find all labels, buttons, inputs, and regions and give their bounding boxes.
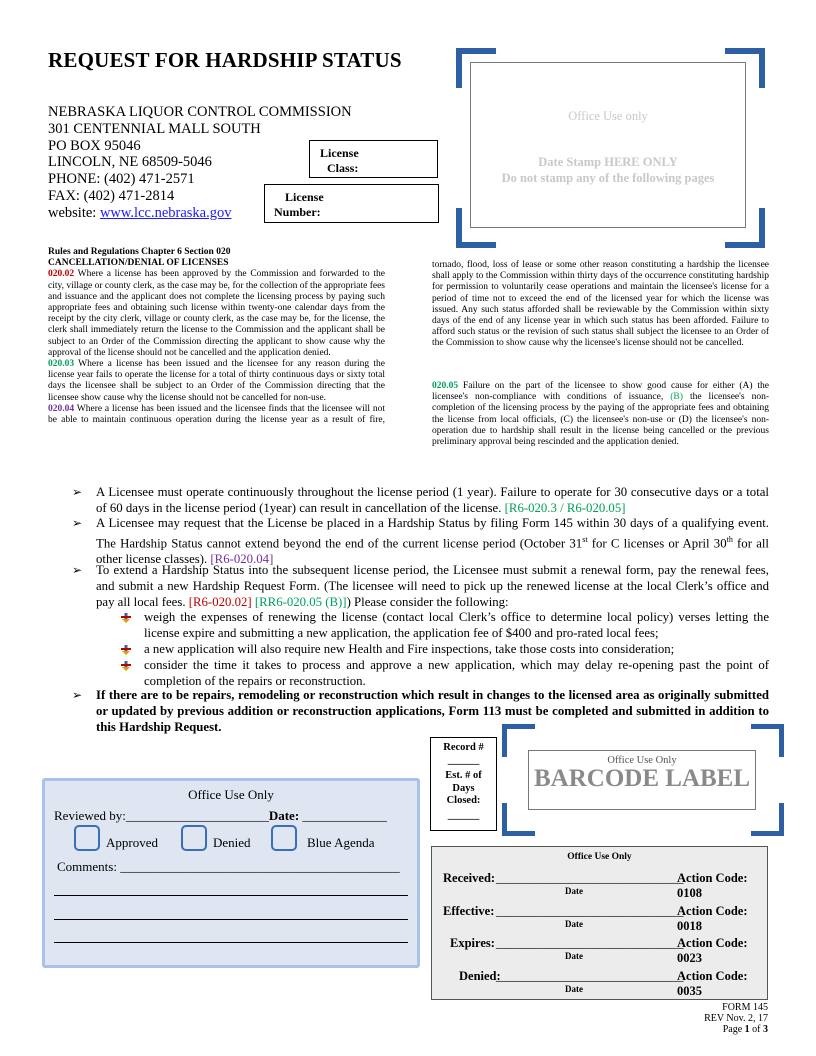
page-title: REQUEST FOR HARDSHIP STATUS: [48, 48, 402, 72]
sub-bullet-1: [120, 610, 769, 642]
comment-line[interactable]: [54, 942, 408, 943]
rules-subheading: CANCELLATION/DENIAL OF LICENSES: [48, 258, 229, 269]
office-review-title: Office Use Only: [188, 787, 274, 802]
blue-agenda-checkbox[interactable]: [271, 825, 297, 851]
page-total: 3: [763, 1024, 768, 1036]
sub-bullet-text: a new application will also require new Health and Fire inspections, take those costs into consideration;: [144, 642, 675, 656]
action-code: Action Code: 0023: [677, 936, 748, 965]
phone: PHONE: (402) 471-2571: [48, 171, 195, 188]
barcode-office-use: Office Use Only: [607, 755, 677, 766]
date-caption: Date: [565, 886, 583, 896]
arrow-bullet-icon: ➢: [72, 485, 83, 499]
action-label: Denied:: [459, 969, 501, 983]
down-arrow-icon: [120, 644, 132, 656]
bullet-2: [96, 516, 769, 568]
bullet-ref: [RR6-020.05 (B)]: [254, 594, 347, 609]
comment-line[interactable]: [54, 919, 408, 920]
bullet-ref: [R6-020.3 / R6-020.05]: [504, 500, 626, 515]
sup: th: [726, 534, 733, 544]
website-label: website:: [48, 204, 100, 221]
sub-bullet-3: [120, 658, 769, 690]
barcode-label-box: [528, 750, 756, 810]
office-review-box: [42, 778, 420, 968]
action-line: ______________________________: [496, 904, 684, 918]
action-line: ______________________________: [496, 969, 684, 983]
reviewed-by-label: Reviewed by:______________________: [54, 808, 269, 823]
rule-b-ref: (B): [670, 392, 683, 403]
barcode-label-text: BARCODE LABEL: [533, 765, 750, 792]
date-label: Date:: [268, 808, 300, 823]
fax: FAX: (402) 471-2814: [48, 187, 175, 204]
rule-020-04-cont: [432, 260, 769, 350]
bullet-text: for C licenses or April 30: [587, 536, 727, 551]
stamp-date-here: Date Stamp HERE ONLY: [538, 155, 678, 169]
page-number: [704, 1024, 768, 1035]
license-class-line2: Class:: [327, 161, 359, 175]
barcode-area: [512, 734, 774, 826]
bullet-4: If there are to be repairs, remodeling or reconstruction which result in changes to the licensed area as originally submitted or updated by previous addition or reconstruction applications, Form 113 must be completed and submitted in addition to this Hardship Request.: [96, 688, 769, 734]
date-line: _____________: [299, 808, 387, 823]
date-stamp-area: [470, 62, 746, 228]
license-number-line2: Number:: [274, 205, 321, 219]
rules-right-column: [432, 260, 769, 383]
stamp-do-not: Do not stamp any of the following pages: [501, 171, 715, 185]
closed-line[interactable]: ______: [447, 809, 480, 821]
bullet-1: [96, 485, 769, 517]
org-name: NEBRASKA LIQUOR CONTROL COMMISSION: [48, 104, 352, 120]
rule-text: Failure on the part of the licensee to show good cause for either (A) the licensee's non-compliance with conditions of issuance,: [432, 381, 769, 403]
action-line: ______________________________: [496, 871, 684, 885]
street: 301 CENTENNIAL MALL SOUTH: [48, 120, 261, 137]
est-label: Est. # of: [445, 770, 482, 781]
page-prefix: Page: [722, 1024, 745, 1036]
rule-code: 020.02: [48, 269, 75, 280]
date-caption: Date: [565, 951, 583, 961]
record-box: [430, 737, 497, 831]
days-label: Days: [452, 782, 475, 794]
rule-text: Where a license has been approved by the Commission and forwarded to the city, village or county clerk, as the case may be, for the collection of the appropriate fees and issuance and the applicant does not complete the licensing process by paying such appropriate fees and obtaining such license within twenty-one calendar days from the receipt by the city clerk, village or county clerk, as the case may be, for the license, the clerk shall immediately return the license to the Commission and the applicant shall be subject to an Order of the Commission directing the applicant to show cause why the approval of the license should not be cancelled and the application denied.: [48, 269, 385, 358]
action-code: Action Code: 0108: [677, 871, 748, 900]
action-label: Expires:: [450, 936, 495, 950]
bullet-3: [96, 563, 769, 610]
rule-code: 020.03: [48, 359, 75, 370]
page-of: of: [749, 1024, 763, 1036]
rule-text: Where a license has been issued and the licensee for any reason during the license year fails to operate the license for a total of thirty continuous days or sixty total days the licensee shall be subject to an Order of the Commission directing that the licensee show cause why the license should not be cancelled for non-use.: [48, 359, 385, 403]
record-label: Record #: [443, 742, 484, 753]
sub-bullet-text: weigh the expenses of renewing the license (contact local Clerk’s office to determine local policy) verses letting the license expire and submitting a new application, the application fee of $400 and pro-rated local fees;: [144, 610, 769, 640]
office-actions-title: Office Use Only: [567, 852, 632, 862]
down-arrow-icon: [120, 612, 132, 624]
license-number-box[interactable]: [264, 184, 439, 223]
form-number: FORM 145: [722, 1002, 768, 1013]
city: LINCOLN, NE 68509-5046: [48, 154, 212, 171]
denied-checkbox[interactable]: [181, 825, 207, 851]
arrow-bullet-icon: ➢: [72, 516, 83, 530]
date-caption: Date: [565, 919, 583, 929]
action-label: Received:: [443, 871, 496, 885]
bullet-ref: [R6-020.04]: [210, 551, 274, 566]
rule-020-05: [432, 381, 769, 448]
rules-heading: Rules and Regulations Chapter 6 Section 020: [48, 247, 231, 257]
comments-field[interactable]: Comments: ___________________________________________: [57, 859, 400, 874]
rules-left-column: [48, 247, 385, 426]
down-arrow-icon: [120, 660, 132, 672]
denied-label: Denied: [213, 835, 251, 850]
action-code: Action Code: 0035: [677, 969, 748, 998]
rule-text: Where a license has been issued and the licensee finds that the licensee will not be able to maintain continuous operation during the license year as a result of fire,: [48, 403, 385, 426]
po-box: PO BOX 95046: [48, 137, 141, 154]
stamp-office-use: Office Use only: [568, 109, 648, 123]
form-footer: [704, 1002, 768, 1036]
office-actions-box: [431, 846, 768, 1000]
action-label: Effective:: [443, 904, 495, 918]
bullet-ref: [R6-020.02]: [188, 594, 252, 609]
website-link[interactable]: www.lcc.nebraska.gov: [99, 204, 232, 221]
date-caption: Date: [565, 984, 583, 994]
comment-line[interactable]: [54, 895, 408, 896]
action-line: ______________________________: [496, 936, 684, 950]
bullet-text: A Licensee may request that the License be placed in a Hardship Status by filing Form 145 within 30 days of a qualifying event. The Hardship Status cannot extend beyond the end of the current license period (October 31: [96, 516, 769, 551]
rule-code: 020.05: [432, 381, 459, 391]
sub-bullet-text: consider the time it takes to process and approve a new application, which may delay re-opening past the point of completion of the repairs or reconstruction.: [144, 658, 769, 688]
rule-text: the licensee's non- completion of the licensing process by the paying of the appropriate fees and obtaining the license from local officials, (C) the licensee's non-use or (D) the licensee's non- operation due to hardship shall result in the license being cancelled or the previous preliminary approval being rescinded and the application denied.: [432, 392, 769, 448]
bullet-text: for all other license classes).: [96, 536, 769, 566]
rule-020-03: [48, 359, 385, 404]
approved-label: Approved: [106, 835, 158, 850]
closed-label: Closed:: [446, 795, 481, 806]
license-class-box[interactable]: [309, 140, 438, 178]
bullet-text: A Licensee must operate continuously throughout the license period (1 year). Failure to operate for 30 consecutive days or a total of 60 days in the license period (1year) can result in cancellation of the license.: [96, 485, 769, 515]
sub-bullet-2: [120, 642, 769, 658]
license-number-line1: License: [285, 190, 324, 204]
arrow-bullet-icon: ➢: [72, 563, 83, 577]
arrow-bullet-icon: ➢: [72, 688, 83, 702]
record-line[interactable]: ______: [447, 754, 480, 766]
action-code: Action Code: 0018: [677, 904, 748, 933]
bullet-text: ) Please consider the following:: [346, 594, 509, 609]
rule-020-02: [48, 269, 385, 359]
license-class-line1: License: [320, 146, 359, 160]
approved-checkbox[interactable]: [74, 825, 100, 851]
bullet-text: To extend a Hardship Status into the subsequent license period, the Licensee must submit a renewal form, pay the renewal fees, and submit a new Hardship Request Form. (The licensee will need to pick up the renewed license at the local Clerk’s office and pay all local fees.: [96, 563, 769, 609]
reviewed-by-field[interactable]: [54, 808, 387, 824]
blue-agenda-label: Blue Agenda: [307, 835, 375, 850]
sup: st: [582, 534, 588, 544]
page-current: 1: [744, 1024, 750, 1036]
rule-code: 020.04: [48, 403, 75, 414]
revision-date: REV Nov. 2, 17: [704, 1013, 768, 1025]
rule-text: tornado, flood, loss of lease or some other reason constituting a hardship the licensee shall apply to the Commission within thirty days of the occurrence constituting hardship for permission to voluntarily cease operations and maintain the licensee's license for a period of time not to exceed the end of the licensed year for which the license was issued. Any such status afforded shall be reviewable by the Commission within sixty days of the end of any license year in which such status has been afforded. Failure to afford such status or the revision of such status shall subject the licensee to an Order of the Commission to show cause why the licensee's license should not be cancelled.: [432, 260, 769, 349]
bullet-list: [72, 485, 769, 745]
rule-020-04: [48, 404, 385, 426]
